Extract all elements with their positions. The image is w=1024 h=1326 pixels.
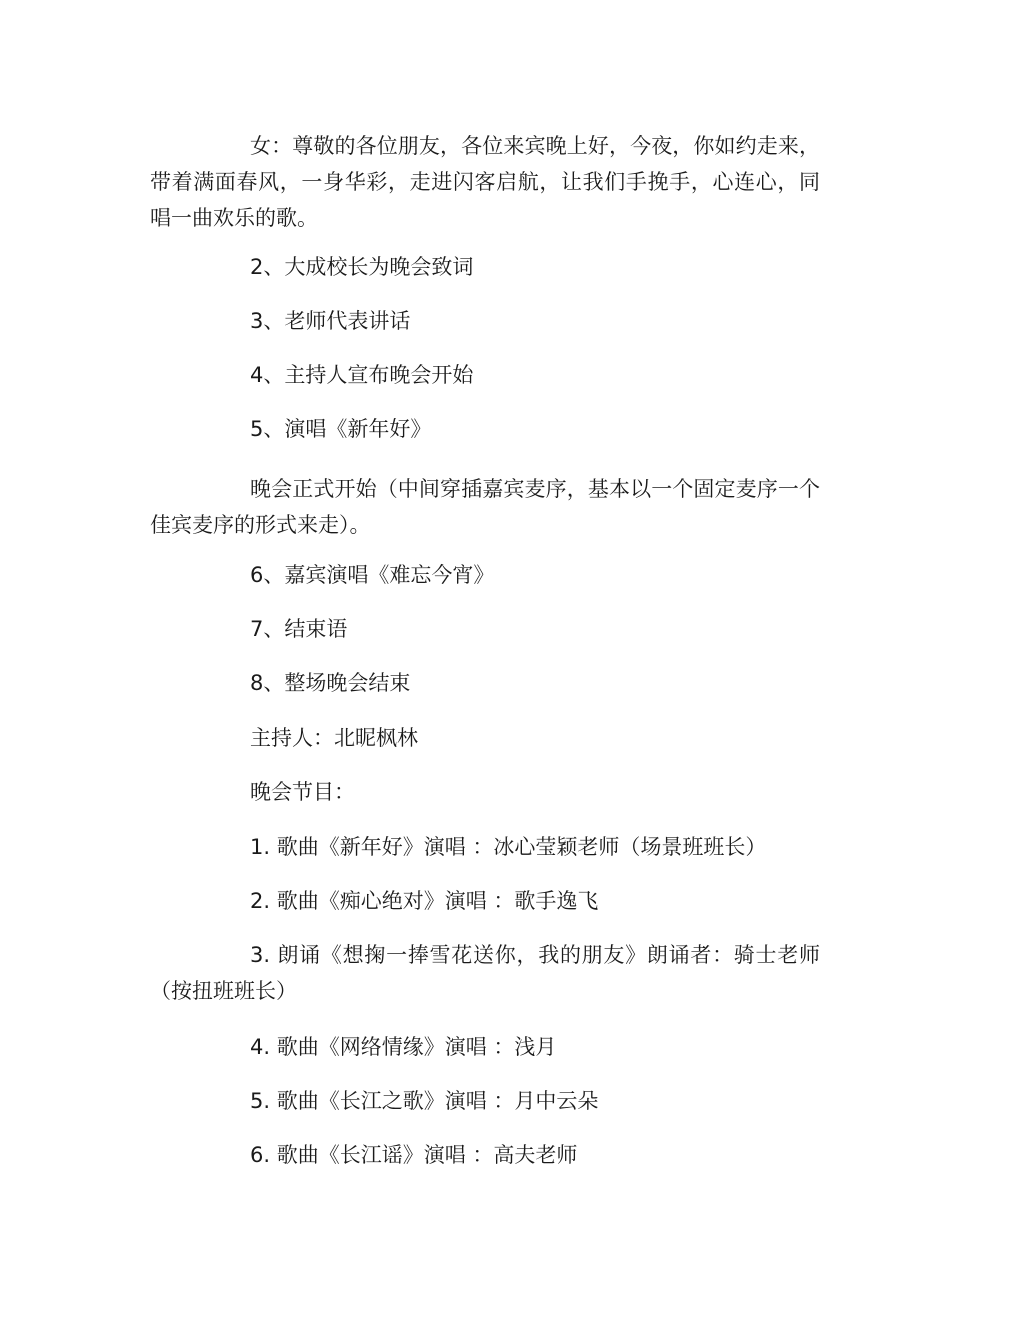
host-line: 主持人：北昵枫林 <box>250 726 418 750</box>
program-heading: 晚会节目： <box>250 780 355 804</box>
step-item: 5、演唱《新年好》 <box>250 417 432 441</box>
official-start-paragraph: 晚会正式开始（中间穿插嘉宾麦序，基本以一个固定麦序一个佳宾麦序的形式来走）。 <box>150 477 820 537</box>
program-item: 2. 歌曲《痴心绝对》演唱 ：歌手逸飞 <box>250 889 599 913</box>
program-item: 1. 歌曲《新年好》演唱 ：冰心莹颖老师（场景班班长） <box>250 835 767 859</box>
program-item: 5. 歌曲《长江之歌》演唱 ：月中云朵 <box>250 1089 599 1113</box>
program-item: 3. 朗诵《想掬一捧雪花送你，我的朋友》朗诵者：骑士老师（按扭班班长） <box>150 943 820 1003</box>
opening-speech-paragraph: 女：尊敬的各位朋友，各位来宾晚上好，今夜，你如约走来，带着满面春风，一身华彩，走进闪客启航，让我们手挽手，心连心，同唱一曲欢乐的歌。 <box>150 134 820 230</box>
step-item: 2、大成校长为晚会致词 <box>250 255 474 279</box>
step-item: 7、结束语 <box>250 617 348 641</box>
step-item: 3、老师代表讲话 <box>250 309 411 333</box>
program-item: 4. 歌曲《网络情缘》演唱 ：浅月 <box>250 1035 557 1059</box>
program-item: 6. 歌曲《长江谣》演唱 ：高夫老师 <box>250 1143 578 1167</box>
step-item: 6、嘉宾演唱《难忘今宵》 <box>250 563 495 587</box>
step-item: 8、整场晚会结束 <box>250 671 411 695</box>
step-item: 4、主持人宣布晚会开始 <box>250 363 474 387</box>
